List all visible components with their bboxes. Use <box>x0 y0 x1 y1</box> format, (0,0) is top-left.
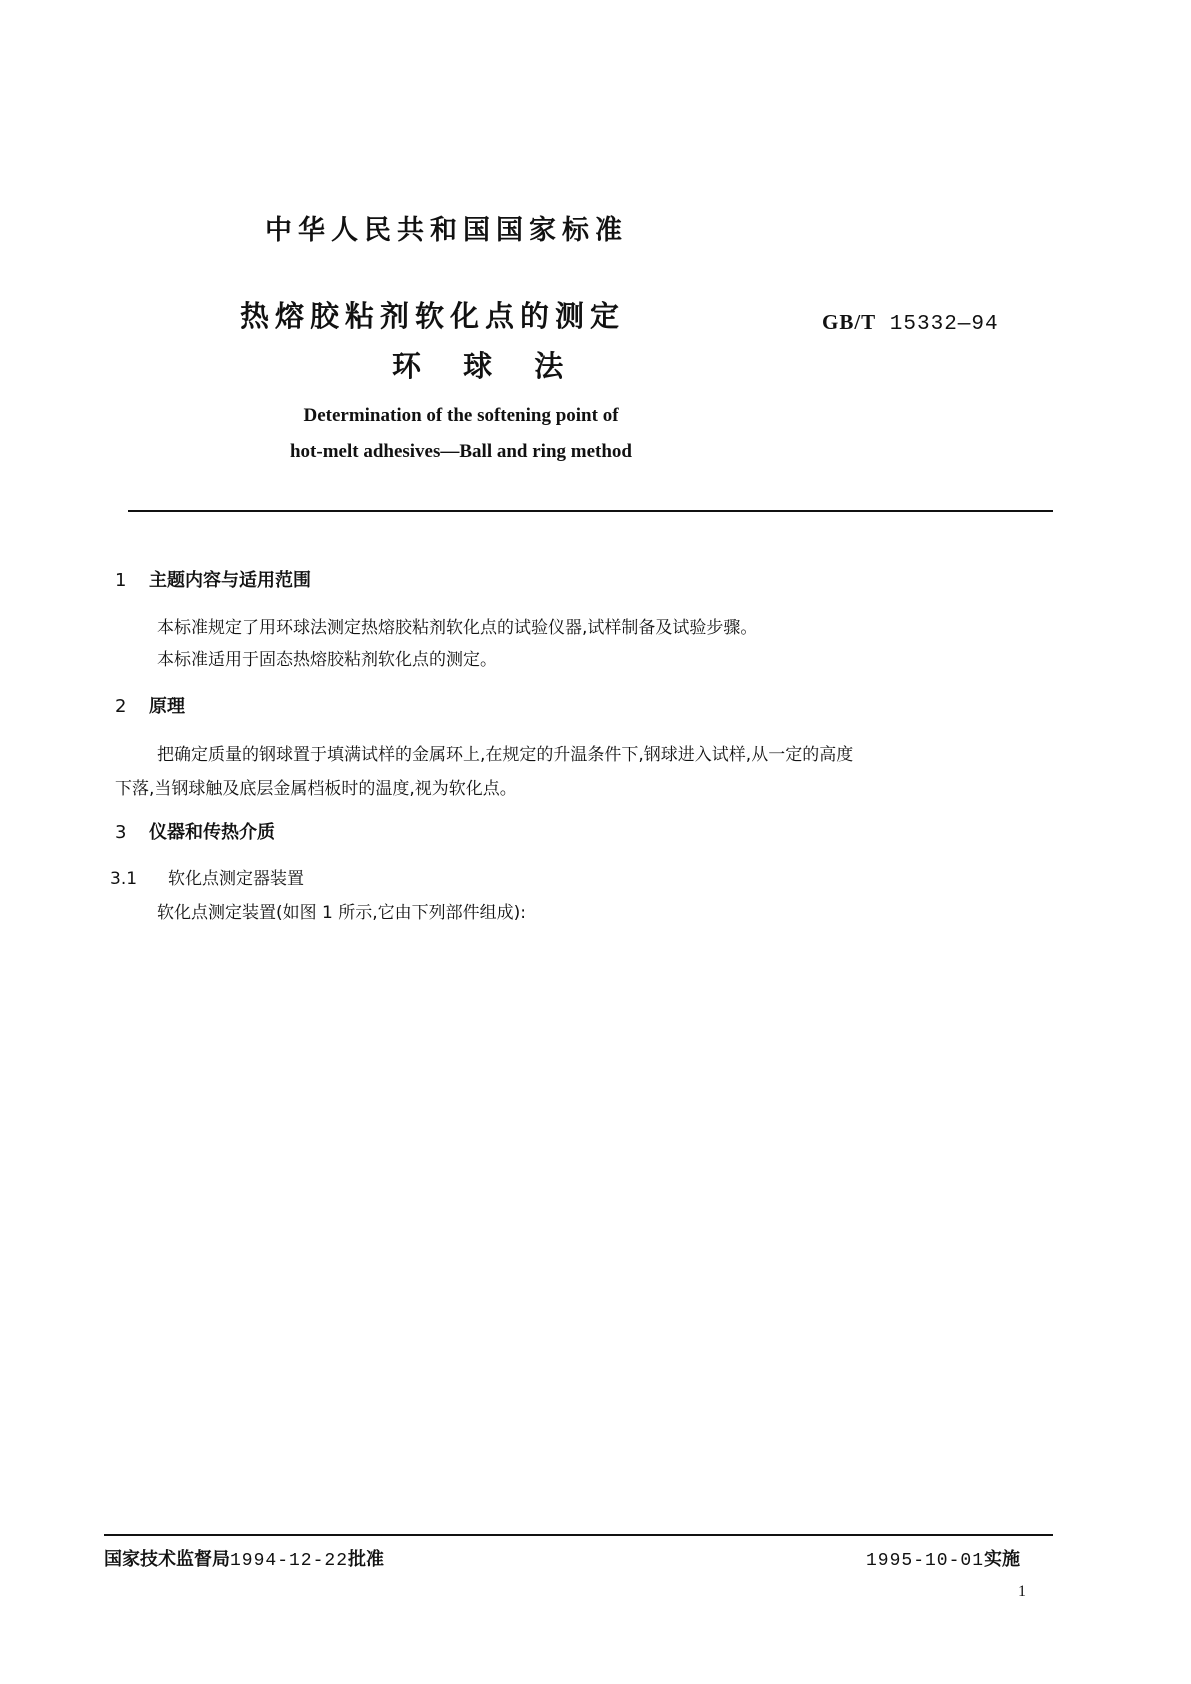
national-standard-header: 中华人民共和国国家标准 <box>265 215 628 246</box>
section-2-paragraph <box>115 738 1053 806</box>
title-en <box>276 398 646 470</box>
section-title: 主题内容与适用范围 <box>149 570 311 591</box>
title-zh-line2: 环 球 法 <box>392 349 580 383</box>
standard-code <box>822 310 999 336</box>
approval-line <box>104 1545 384 1571</box>
title-zh-line1: 热熔胶粘剂软化点的测定 <box>240 299 626 333</box>
subsection-title: 软化点测定器装置 <box>168 869 304 889</box>
section-1-paragraph: 本标准规定了用环球法测定热熔胶粘剂软化点的试验仪器,试样制备及试验步骤。 <box>157 618 758 638</box>
subsection-3-1-heading <box>110 864 304 889</box>
section-number: 2 <box>115 696 127 717</box>
section-number: 3 <box>115 822 127 843</box>
page-number: 1 <box>1018 1583 1026 1600</box>
section-title: 仪器和传热介质 <box>149 822 275 843</box>
standard-code-prefix: GB/T <box>822 310 877 334</box>
header-divider <box>128 510 1053 512</box>
approval-date: 1994-12-22 <box>230 1551 349 1571</box>
section-title: 原理 <box>149 696 185 717</box>
implementation-line <box>866 1545 1020 1571</box>
subsection-3-1-paragraph: 软化点测定装置(如图 1 所示,它由下列部件组成): <box>157 903 527 923</box>
subsection-number: 3.1 <box>110 869 138 889</box>
standard-code-number: 15332—94 <box>889 313 999 336</box>
section-1-heading <box>115 566 311 592</box>
approval-suffix: 批准 <box>348 1549 385 1570</box>
section-number: 1 <box>115 570 127 591</box>
paragraph-line: 下落,当钢球触及底层金属档板时的温度,视为软化点。 <box>115 779 517 799</box>
approval-org: 国家技术监督局 <box>104 1549 230 1570</box>
section-2-heading <box>115 692 185 718</box>
section-3-heading <box>115 818 275 844</box>
paragraph-line: 把确定质量的钢球置于填满试样的金属环上,在规定的升温条件下,钢球进入试样,从一定的高度 <box>157 745 854 765</box>
implementation-date: 1995-10-01 <box>866 1551 985 1571</box>
implementation-suffix: 实施 <box>984 1549 1021 1570</box>
title-en-line2: hot-melt adhesives—Ball and ring method <box>289 441 633 462</box>
footer-divider <box>104 1534 1053 1536</box>
section-1-paragraph: 本标准适用于固态热熔胶粘剂软化点的测定。 <box>157 650 497 670</box>
title-en-line1: Determination of the softening point of <box>303 405 619 426</box>
